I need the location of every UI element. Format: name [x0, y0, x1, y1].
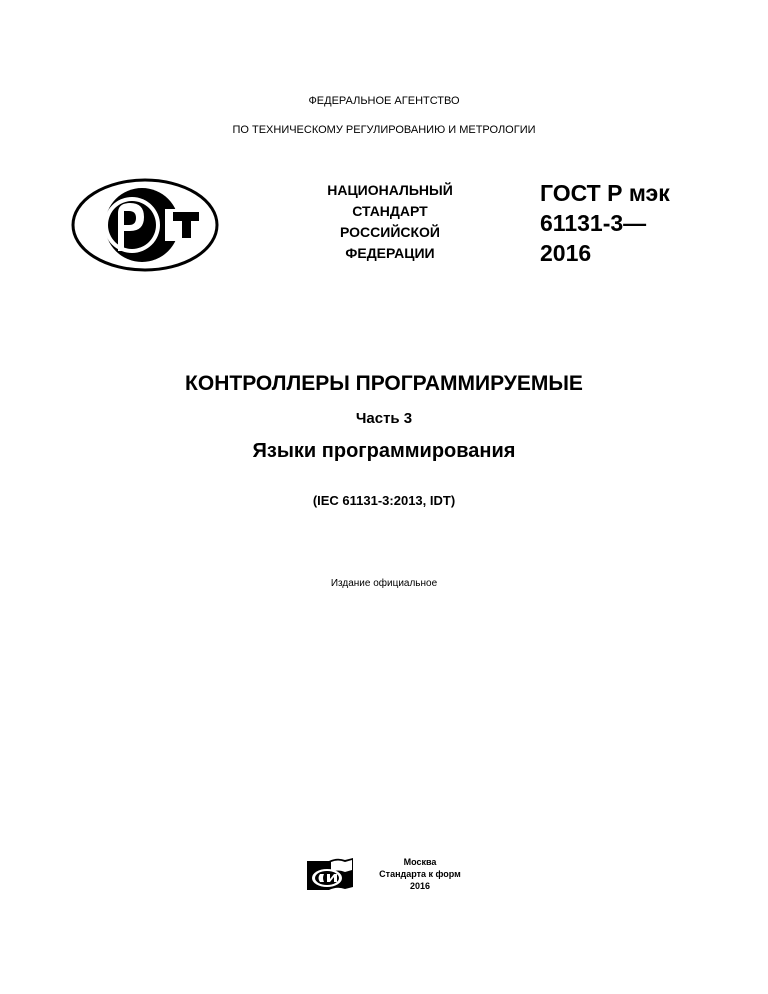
national-standard-line1: НАЦИОНАЛЬНЫЙ	[327, 182, 453, 198]
iec-reference: (IEC 61131-3:2013, IDT)	[312, 493, 456, 508]
rst-gost-logo-icon	[70, 177, 220, 273]
publisher-info	[365, 856, 475, 892]
publisher-city: Москва	[403, 857, 437, 867]
edition-label: Издание официальное	[330, 578, 438, 589]
national-standard-label	[310, 180, 470, 264]
document-title: КОНТРОЛЛЕРЫ ПРОГРАММИРУЕМЫЕ	[185, 372, 583, 395]
standard-designation	[540, 178, 740, 268]
agency-name-line1: ФЕДЕРАЛЬНОЕ АГЕНТСТВО	[308, 95, 460, 107]
national-standard-line2: СТАНДАРТ	[352, 203, 428, 219]
national-standard-line3: РОССИЙСКОЙ	[340, 224, 440, 240]
standartinform-logo-icon	[307, 857, 353, 890]
agency-name-line2: ПО ТЕХНИЧЕСКОМУ РЕГУЛИРОВАНИЮ И МЕТРОЛОГИИ	[232, 124, 536, 136]
designation-line1: ГОСТ Р мэк	[540, 180, 670, 206]
designation-line2: 61131-3—	[540, 210, 647, 236]
document-part: Часть 3	[355, 410, 413, 427]
designation-line3: 2016	[540, 240, 592, 266]
publisher-name: Стандарта к форм	[379, 869, 461, 879]
document-subtitle: Языки программирования	[252, 440, 516, 462]
publisher-year: 2016	[409, 881, 431, 891]
national-standard-line4: ФЕДЕРАЦИИ	[345, 245, 435, 261]
